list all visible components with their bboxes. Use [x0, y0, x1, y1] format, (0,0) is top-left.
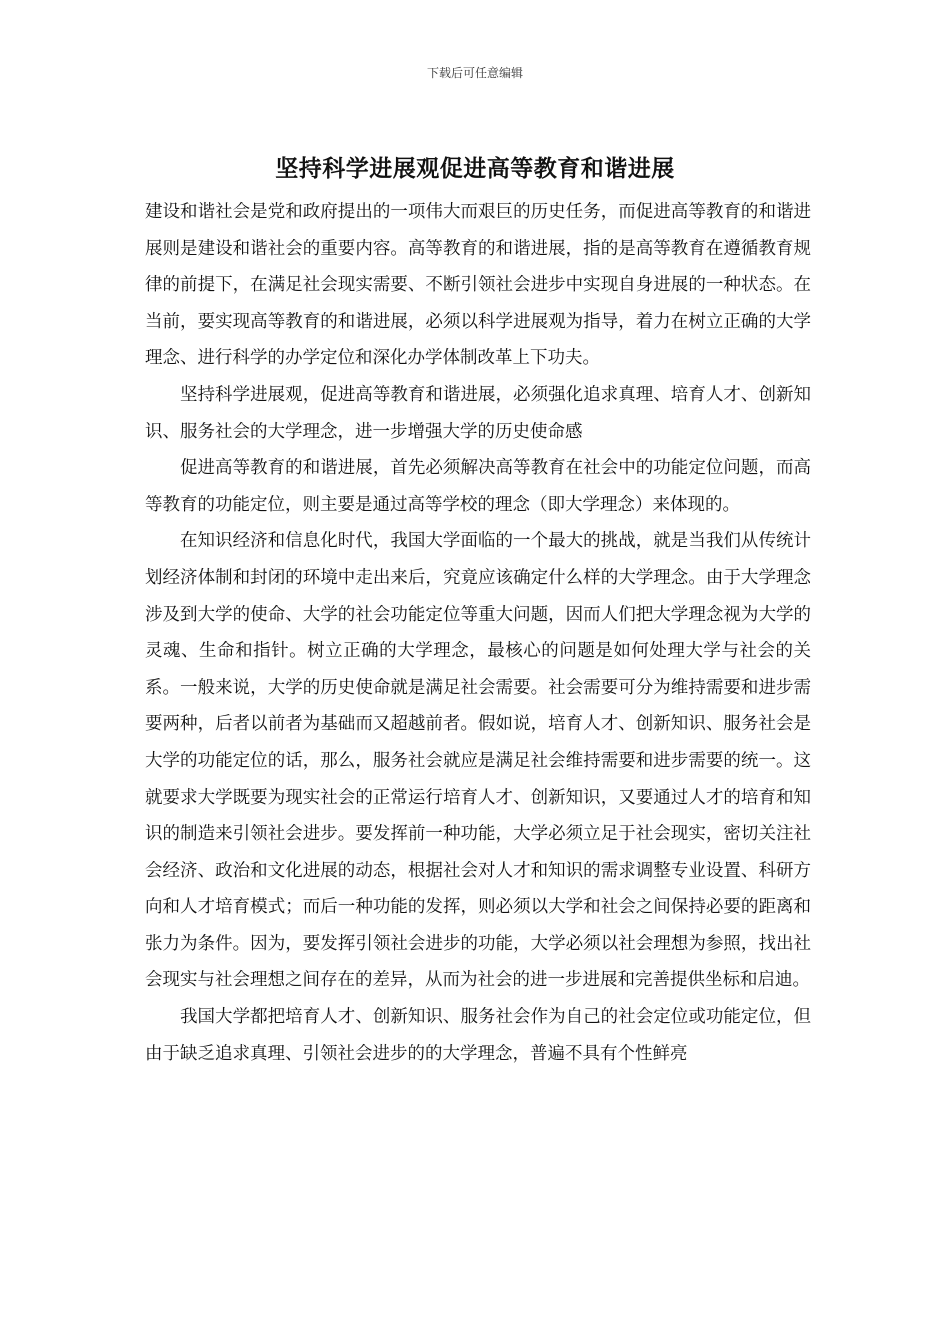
- paragraph-3: 促进高等教育的和谐进展，首先必须解决高等教育在社会中的功能定位问题，而高等教育的功能定位，则主要是通过高等学校的理念（即大学理念）来体现的。: [145, 458, 811, 515]
- paragraph-1: 建设和谐社会是党和政府提出的一项伟大而艰巨的历史任务，而促进高等教育的和谐进展则是建设和谐社会的重要内容。高等教育的和谐进展，指的是高等教育在遵循教育规律的前提下，在满足社会现实需要、不断引领社会进步中实现自身进展的一种状态。在当前，要实现高等教育的和谐进展，必须以科学进展观为指导，着力在树立正确的大学理念、进行科学的办学定位和深化办学体制改革上下功夫。: [145, 202, 811, 369]
- paragraph-5: 我国大学都把培育人才、创新知识、服务社会作为自己的社会定位或功能定位，但由于缺乏追求真理、引领社会进步的的大学理念，普遍不具有个性鲜亮: [145, 1007, 811, 1064]
- page-header-note: 下载后可任意编辑: [426, 66, 523, 80]
- document-body: [145, 194, 811, 1072]
- paragraph-4: 在知识经济和信息化时代，我国大学面临的一个最大的挑战，就是当我们从传统计划经济体制和封闭的环境中走出来后，究竟应该确定什么样的大学理念。由于大学理念涉及到大学的使命、大学的社会功能定位等重大问题，因而人们把大学理念视为大学的灵魂、生命和指针。树立正确的大学理念，最核心的问题是如何处理大学与社会的关系。一般来说，大学的历史使命就是满足社会需要。社会需要可分为维持需要和进步需要两种，后者以前者为基础而又超越前者。假如说，培育人才、创新知识、服务社会是大学的功能定位的话，那么，服务社会就应是满足社会维持需要和进步需要的统一。这就要求大学既要为现实社会的正常运行培育人才、创新知识，又要通过人才的培育和知识的制造来引领社会进步。要发挥前一种功能，大学必须立足于社会现实，密切关注社会经济、政治和文化进展的动态，根据社会对人才和知识的需求调整专业设置、科研方向和人才培育模式；而后一种功能的发挥，则必须以大学和社会之间保持必要的距离和张力为条件。因为，要发挥引领社会进步的功能，大学必须以社会理想为参照，找出社会现实与社会理想之间存在的差异，从而为社会的进一步进展和完善提供坐标和启迪。: [145, 531, 811, 991]
- paragraph-2: 坚持科学进展观，促进高等教育和谐进展，必须强化追求真理、培育人才、创新知识、服务社会的大学理念，进一步增强大学的历史使命感: [145, 384, 811, 442]
- document-title: 坚持科学进展观促进高等教育和谐进展: [275, 155, 675, 182]
